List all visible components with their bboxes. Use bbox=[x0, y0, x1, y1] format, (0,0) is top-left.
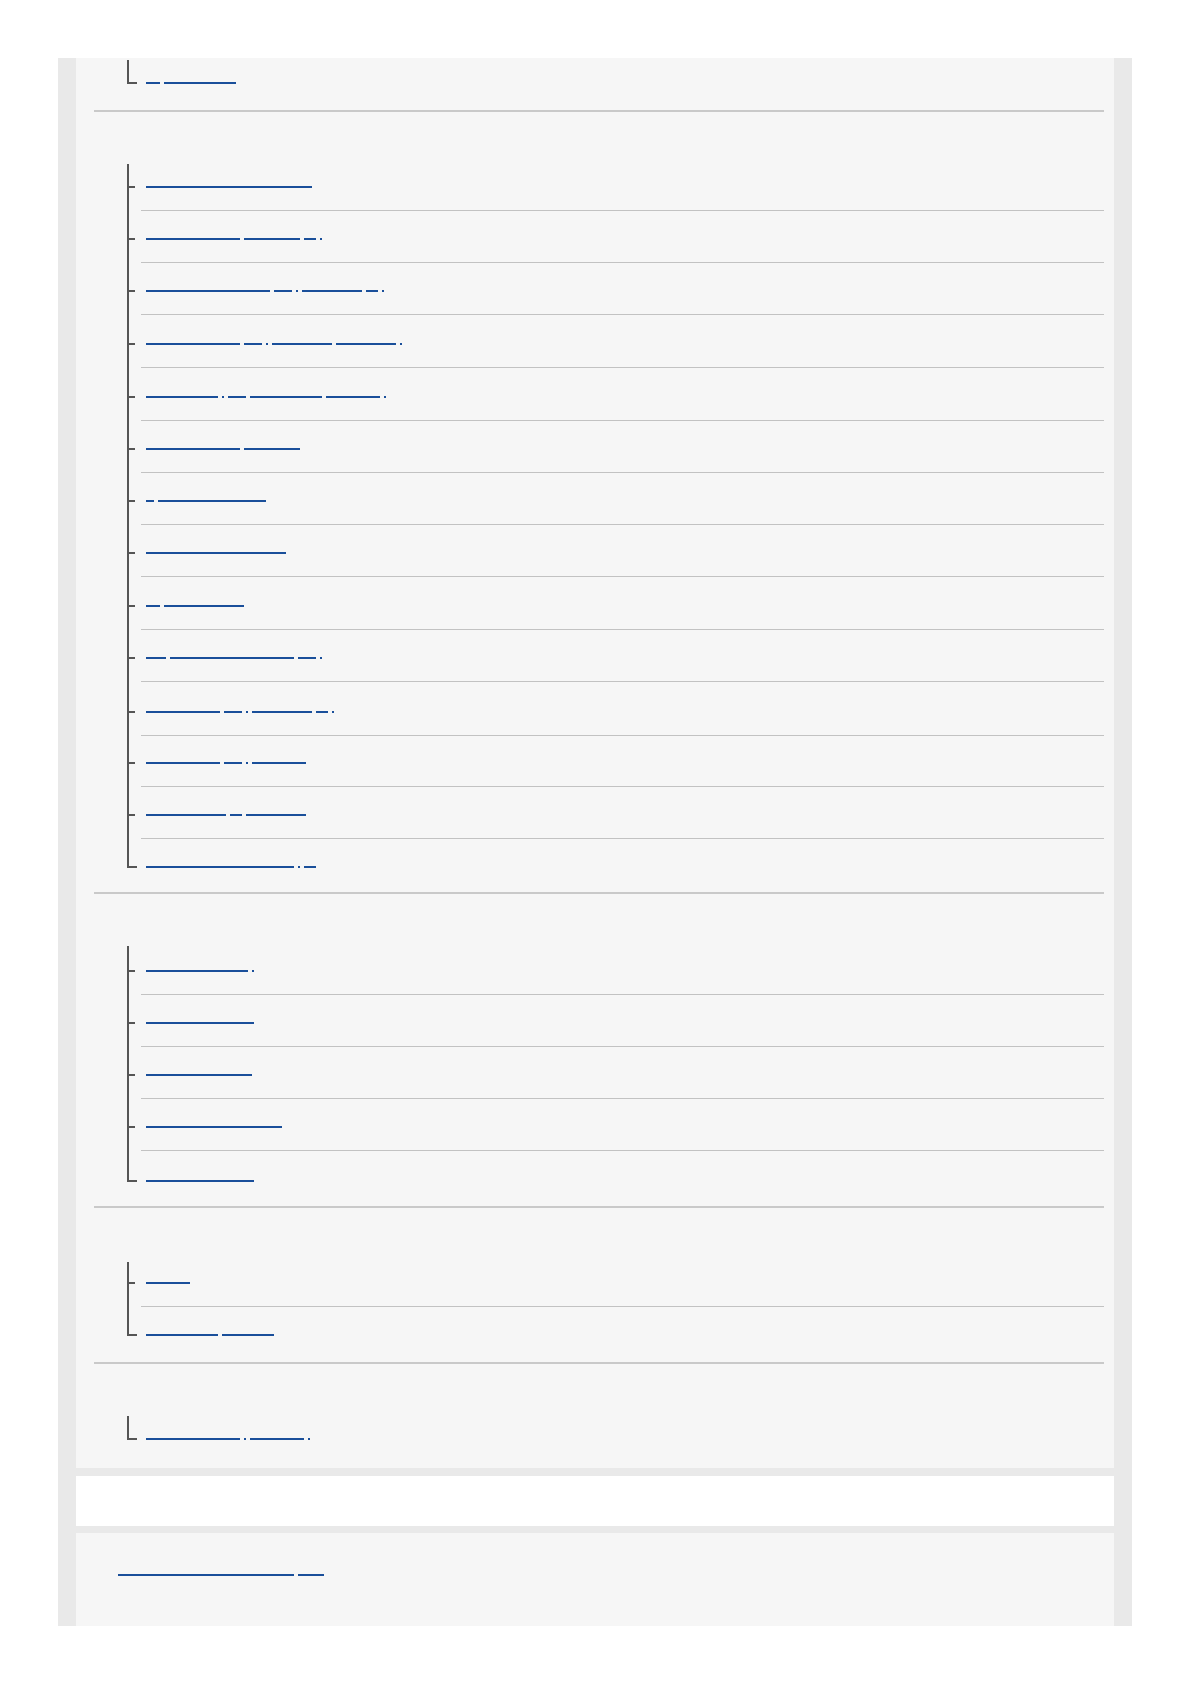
link-underline bbox=[366, 290, 378, 292]
link-underline bbox=[146, 396, 218, 398]
link-underline bbox=[244, 448, 300, 450]
section-separator bbox=[94, 110, 1104, 112]
link-underline bbox=[308, 1438, 310, 1440]
link-underline bbox=[326, 396, 380, 398]
row-divider bbox=[141, 262, 1104, 263]
link-underline bbox=[146, 448, 240, 450]
topic-link[interactable] bbox=[146, 384, 386, 398]
row-divider bbox=[141, 1098, 1104, 1099]
link-underline bbox=[146, 1334, 218, 1336]
link-underline bbox=[146, 82, 160, 84]
link-underline bbox=[146, 762, 220, 764]
link-underline bbox=[250, 396, 322, 398]
topic-link[interactable] bbox=[146, 540, 286, 554]
link-underline bbox=[146, 605, 160, 607]
tree-branch bbox=[127, 1074, 135, 1076]
section-separator bbox=[94, 1362, 1104, 1364]
tree-line bbox=[127, 1416, 129, 1439]
link-underline bbox=[146, 1438, 240, 1440]
row-divider bbox=[141, 314, 1104, 315]
link-underline bbox=[296, 290, 298, 292]
link-underline bbox=[304, 238, 316, 240]
footer-panel bbox=[76, 1533, 1114, 1626]
topic-link[interactable] bbox=[146, 699, 334, 713]
tree-branch bbox=[127, 762, 135, 764]
link-underline bbox=[320, 657, 322, 659]
tree-branch bbox=[127, 1022, 135, 1024]
row-divider bbox=[141, 420, 1104, 421]
topic-link[interactable] bbox=[146, 226, 322, 240]
topic-link[interactable] bbox=[146, 1270, 190, 1284]
link-underline bbox=[302, 290, 362, 292]
link-underline bbox=[252, 970, 254, 972]
tree-branch bbox=[127, 396, 135, 398]
row-divider bbox=[141, 210, 1104, 211]
link-underline bbox=[266, 343, 268, 345]
topic-link[interactable] bbox=[146, 70, 236, 84]
link-underline bbox=[298, 866, 300, 868]
link-underline bbox=[146, 1126, 282, 1128]
topic-link[interactable] bbox=[146, 278, 384, 292]
topic-link[interactable] bbox=[146, 1010, 254, 1024]
link-underline bbox=[252, 711, 312, 713]
tree-corner bbox=[127, 1438, 137, 1440]
link-underline bbox=[146, 711, 220, 713]
link-underline bbox=[146, 1180, 254, 1182]
row-divider bbox=[141, 681, 1104, 682]
link-underline bbox=[146, 290, 270, 292]
row-divider bbox=[141, 1306, 1104, 1307]
link-underline bbox=[304, 866, 316, 868]
link-underline bbox=[244, 1438, 246, 1440]
link-underline bbox=[164, 82, 236, 84]
footer-link[interactable] bbox=[118, 1562, 324, 1576]
topic-link[interactable] bbox=[146, 488, 266, 502]
tree-branch bbox=[127, 290, 135, 292]
tree-branch bbox=[127, 814, 135, 816]
link-underline bbox=[222, 1334, 274, 1336]
link-underline bbox=[246, 814, 306, 816]
link-underline bbox=[146, 814, 226, 816]
tree-branch bbox=[127, 186, 135, 188]
link-underline bbox=[336, 343, 396, 345]
topic-link[interactable] bbox=[146, 958, 254, 972]
topic-link[interactable] bbox=[146, 1062, 252, 1076]
link-underline bbox=[244, 238, 300, 240]
link-underline bbox=[146, 1074, 252, 1076]
tree-corner bbox=[127, 866, 137, 868]
topic-link[interactable] bbox=[146, 854, 316, 868]
link-underline bbox=[246, 762, 248, 764]
tree-corner bbox=[127, 82, 137, 84]
link-underline bbox=[320, 238, 322, 240]
row-divider bbox=[141, 1046, 1104, 1047]
link-underline bbox=[316, 711, 328, 713]
section-separator bbox=[94, 1206, 1104, 1208]
row-divider bbox=[141, 786, 1104, 787]
row-divider bbox=[141, 838, 1104, 839]
link-underline bbox=[298, 657, 316, 659]
link-underline bbox=[146, 552, 286, 554]
link-underline bbox=[146, 866, 294, 868]
link-underline bbox=[118, 1574, 294, 1576]
link-underline bbox=[146, 186, 312, 188]
tree-branch bbox=[127, 970, 135, 972]
link-underline bbox=[222, 396, 224, 398]
link-underline bbox=[250, 1438, 304, 1440]
link-underline bbox=[298, 1574, 324, 1576]
link-underline bbox=[170, 657, 294, 659]
tree-branch bbox=[127, 552, 135, 554]
topic-link[interactable] bbox=[146, 331, 402, 345]
tree-line bbox=[127, 60, 129, 83]
link-underline bbox=[146, 970, 248, 972]
tree-branch bbox=[127, 605, 135, 607]
tree-branch bbox=[127, 238, 135, 240]
topic-link[interactable] bbox=[146, 1426, 310, 1440]
link-underline bbox=[224, 762, 242, 764]
topic-link[interactable] bbox=[146, 802, 306, 816]
link-underline bbox=[146, 500, 154, 502]
tree-branch bbox=[127, 657, 135, 659]
link-underline bbox=[228, 396, 246, 398]
tree-corner bbox=[127, 1334, 137, 1336]
link-underline bbox=[230, 814, 242, 816]
link-underline bbox=[400, 343, 402, 345]
tree-line bbox=[127, 946, 129, 1181]
link-underline bbox=[384, 396, 386, 398]
tree-branch bbox=[127, 343, 135, 345]
row-divider bbox=[141, 367, 1104, 368]
row-divider bbox=[141, 735, 1104, 736]
row-divider bbox=[141, 629, 1104, 630]
topic-link[interactable] bbox=[146, 645, 322, 659]
link-underline bbox=[146, 657, 166, 659]
topic-link[interactable] bbox=[146, 174, 312, 188]
tree-branch bbox=[127, 1126, 135, 1128]
topic-link[interactable] bbox=[146, 1114, 282, 1128]
row-divider bbox=[141, 1150, 1104, 1151]
section-separator bbox=[94, 892, 1104, 894]
divider-band bbox=[76, 1476, 1114, 1526]
topic-link[interactable] bbox=[146, 1322, 274, 1336]
topic-link[interactable] bbox=[146, 593, 244, 607]
row-divider bbox=[141, 576, 1104, 577]
link-underline bbox=[146, 343, 240, 345]
link-underline bbox=[158, 500, 266, 502]
link-underline bbox=[244, 343, 262, 345]
link-underline bbox=[274, 290, 292, 292]
link-underline bbox=[146, 1282, 190, 1284]
link-underline bbox=[224, 711, 242, 713]
link-underline bbox=[332, 711, 334, 713]
link-underline bbox=[252, 762, 306, 764]
link-underline bbox=[272, 343, 332, 345]
link-underline bbox=[164, 605, 244, 607]
tree-corner bbox=[127, 1180, 137, 1182]
topic-link[interactable] bbox=[146, 436, 300, 450]
topic-link[interactable] bbox=[146, 1168, 254, 1182]
link-underline bbox=[146, 238, 240, 240]
row-divider bbox=[141, 472, 1104, 473]
tree-line bbox=[127, 1262, 129, 1335]
topic-link[interactable] bbox=[146, 750, 306, 764]
tree-branch bbox=[127, 711, 135, 713]
row-divider bbox=[141, 994, 1104, 995]
tree-branch bbox=[127, 1282, 135, 1284]
tree-branch bbox=[127, 500, 135, 502]
link-underline bbox=[382, 290, 384, 292]
tree-branch bbox=[127, 448, 135, 450]
link-underline bbox=[146, 1022, 254, 1024]
link-underline bbox=[246, 711, 248, 713]
row-divider bbox=[141, 524, 1104, 525]
